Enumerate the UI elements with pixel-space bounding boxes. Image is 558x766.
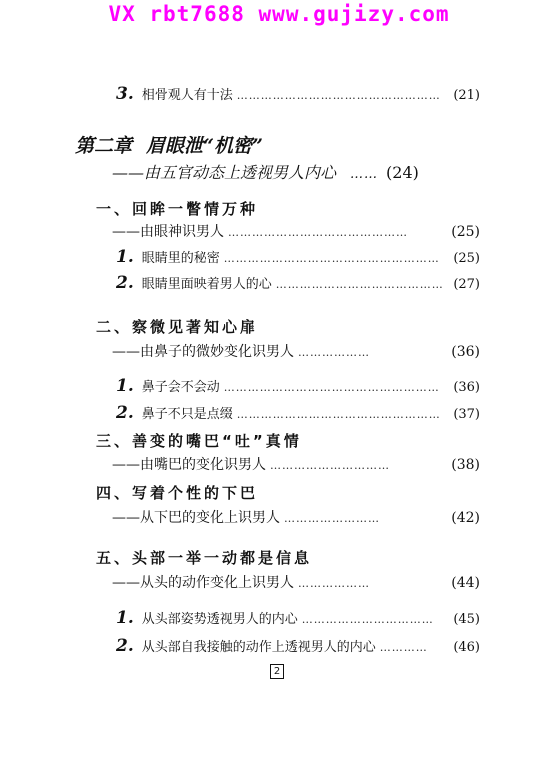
toc-entry-title: 眼睛里的秘密	[141, 251, 220, 266]
toc-entry-number: 3.	[116, 84, 134, 104]
toc-entry-title: 鼻子不只是点缀	[141, 407, 233, 422]
section-page: (38)	[451, 457, 480, 473]
section-subtitle-line[interactable]	[112, 341, 480, 361]
toc-leader-dots: …………………………	[270, 459, 390, 472]
toc-entry[interactable]	[116, 403, 480, 423]
toc-entry[interactable]	[116, 84, 480, 104]
section-subtitle-line[interactable]	[112, 572, 480, 592]
toc-entry-page: (27)	[453, 277, 480, 292]
toc-entry-number: 2.	[116, 403, 134, 423]
toc-leader-dots: ……………………………………	[275, 278, 444, 291]
toc-entry-title: 从头部姿势透视男人的内心	[141, 612, 298, 627]
chapter-number: 第二章	[75, 135, 133, 157]
section-heading[interactable]: 四、写着个性的下巴	[96, 484, 259, 502]
section-heading[interactable]: 三、善变的嘴巴“吐”真情	[96, 432, 302, 450]
toc-entry-number: 1.	[116, 247, 134, 267]
section-heading[interactable]: 二、察微见著知心扉	[96, 318, 259, 336]
toc-entry-number: 2.	[116, 273, 134, 293]
chapter-page: (24)	[386, 163, 419, 182]
toc-entry[interactable]	[116, 636, 480, 656]
toc-entry-page: (45)	[453, 612, 480, 627]
chapter-title: 眉眼泄“机密”	[146, 135, 263, 157]
toc-leader-dots: ……………………	[284, 512, 380, 525]
toc-leader-dots: ……	[350, 167, 379, 182]
toc-entry-title: 相骨观人有十法	[141, 88, 233, 103]
toc-entry-page: (36)	[453, 380, 480, 395]
toc-entry-page: (21)	[453, 88, 480, 103]
toc-entry-title: 鼻子会不会动	[141, 380, 220, 395]
chapter-subtitle: ——由五官动态上透视男人内心	[112, 163, 337, 182]
section-subtitle: ——从下巴的变化上识男人	[112, 510, 280, 526]
toc-entry-page: (37)	[453, 407, 480, 422]
toc-leader-dots: ………………………………………	[228, 226, 408, 239]
section-subtitle-line[interactable]	[112, 221, 480, 241]
toc-entry-number: 1.	[116, 608, 134, 628]
toc-entry-title: 眼睛里面映着男人的心	[141, 277, 272, 292]
page-number-box: 2	[270, 664, 284, 679]
toc-leader-dots: …………	[379, 641, 428, 654]
section-subtitle-line[interactable]	[112, 454, 480, 474]
toc-leader-dots: ……………………………………………	[236, 89, 441, 102]
section-page: (36)	[451, 344, 480, 360]
toc-leader-dots: ………………	[298, 346, 370, 359]
toc-leader-dots: ………………	[298, 577, 370, 590]
section-heading[interactable]: 五、头部一举一动都是信息	[96, 549, 313, 567]
section-subtitle: ——由嘴巴的变化识男人	[112, 457, 266, 473]
section-subtitle-line[interactable]	[112, 507, 480, 527]
watermark-text: VX rbt7688 www.gujizy.com	[108, 2, 450, 26]
section-page: (25)	[451, 224, 480, 240]
toc-entry-page: (46)	[453, 640, 480, 655]
section-subtitle: ——从头的动作变化上识男人	[112, 575, 294, 591]
toc-leader-dots: ………………………………………………	[223, 381, 440, 394]
chapter-heading[interactable]	[75, 131, 263, 158]
toc-entry[interactable]	[116, 376, 480, 396]
toc-entry[interactable]	[116, 273, 480, 293]
chapter-subtitle-line[interactable]	[112, 160, 482, 183]
toc-leader-dots: ………………………………………………	[223, 252, 440, 265]
toc-entry[interactable]	[116, 608, 480, 628]
toc-entry-number: 1.	[116, 376, 134, 396]
toc-entry[interactable]	[116, 247, 480, 267]
toc-leader-dots: ……………………………	[301, 613, 434, 626]
toc-leader-dots: ……………………………………………	[236, 408, 441, 421]
toc-entry-title: 从头部自我接触的动作上透视男人的内心	[141, 640, 376, 655]
toc-entry-page: (25)	[453, 251, 480, 266]
section-subtitle: ——由鼻子的微妙变化识男人	[112, 344, 294, 360]
section-heading[interactable]: 一、回眸一瞥情万种	[96, 200, 259, 218]
toc-entry-number: 2.	[116, 636, 134, 656]
section-subtitle: ——由眼神识男人	[112, 224, 224, 240]
section-page: (44)	[451, 575, 480, 591]
section-page: (42)	[451, 510, 480, 526]
